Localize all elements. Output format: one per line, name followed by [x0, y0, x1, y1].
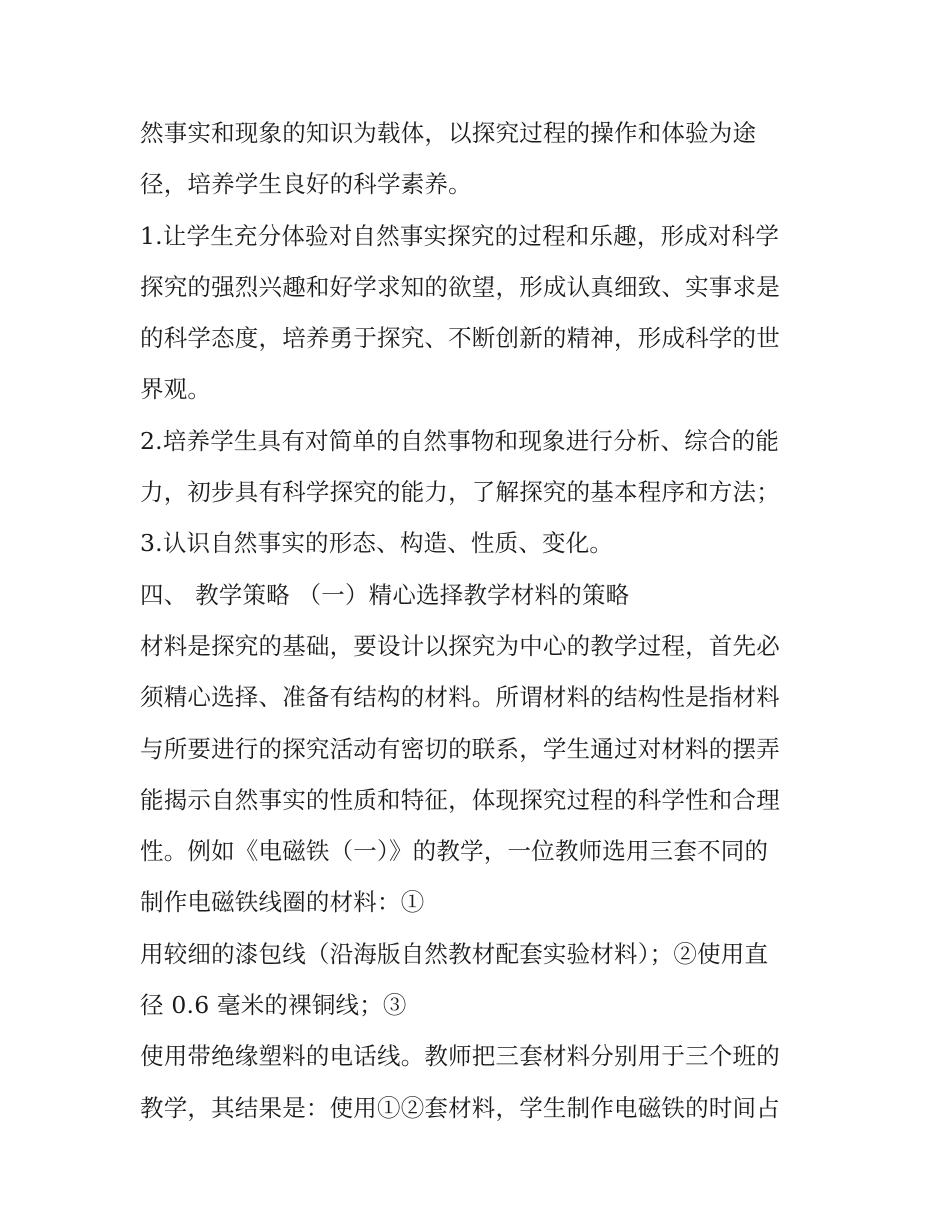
section-heading: 四、 教学策略 （一）精心选择教学材料的策略 [140, 580, 630, 609]
text-line: 力，初步具有科学探究的能力，了解探究的基本程序和方法； [140, 478, 780, 507]
text-line: 使用带绝缘塑料的电话线。教师把三套材料分别用于三个班的 [140, 1042, 780, 1071]
text-line: 然事实和现象的知识为载体，以探究过程的操作和体验为途 [140, 119, 757, 147]
text-line: 探究的强烈兴趣和好学求知的欲望，形成认真细致、实事求是 [140, 272, 780, 301]
text-line: 用较细的漆包线（沿海版自然教材配套实验材料）；②使用直 [140, 939, 769, 968]
text-line: 界观。 [140, 375, 212, 404]
text-line: 径 0.6 毫米的裸铜线；③ [140, 991, 407, 1020]
text-line: 1.让学生充分体验对自然事实探究的过程和乐趣，形成对科学 [140, 221, 780, 250]
text-line: 3.认识自然事实的形态、构造、性质、变化。 [140, 529, 614, 558]
document-body [140, 108, 820, 1134]
text-line: 性。例如《电磁铁（一）》的教学，一位教师选用三套不同的 [140, 837, 769, 866]
text-line: 教学，其结果是：使用①②套材料，学生制作电磁铁的时间占 [140, 1093, 780, 1122]
text-line: 的科学态度，培养勇于探究、不断创新的精神，形成科学的世 [140, 324, 780, 353]
text-line: 径，培养学生良好的科学素养。 [140, 170, 472, 199]
text-line: 与所要进行的探究活动有密切的联系，学生通过对材料的摆弄 [140, 734, 780, 763]
text-line: 制作电磁铁线圈的材料：① [140, 888, 425, 917]
text-line: 须精心选择、准备有结构的材料。所谓材料的结构性是指材料 [140, 683, 780, 712]
text-line: 2.培养学生具有对简单的自然事物和现象进行分析、综合的能 [140, 426, 780, 455]
text-line: 材料是探究的基础，要设计以探究为中心的教学过程，首先必 [140, 631, 780, 660]
text-line: 能揭示自然事实的性质和特征，体现探究过程的科学性和合理 [140, 785, 780, 814]
